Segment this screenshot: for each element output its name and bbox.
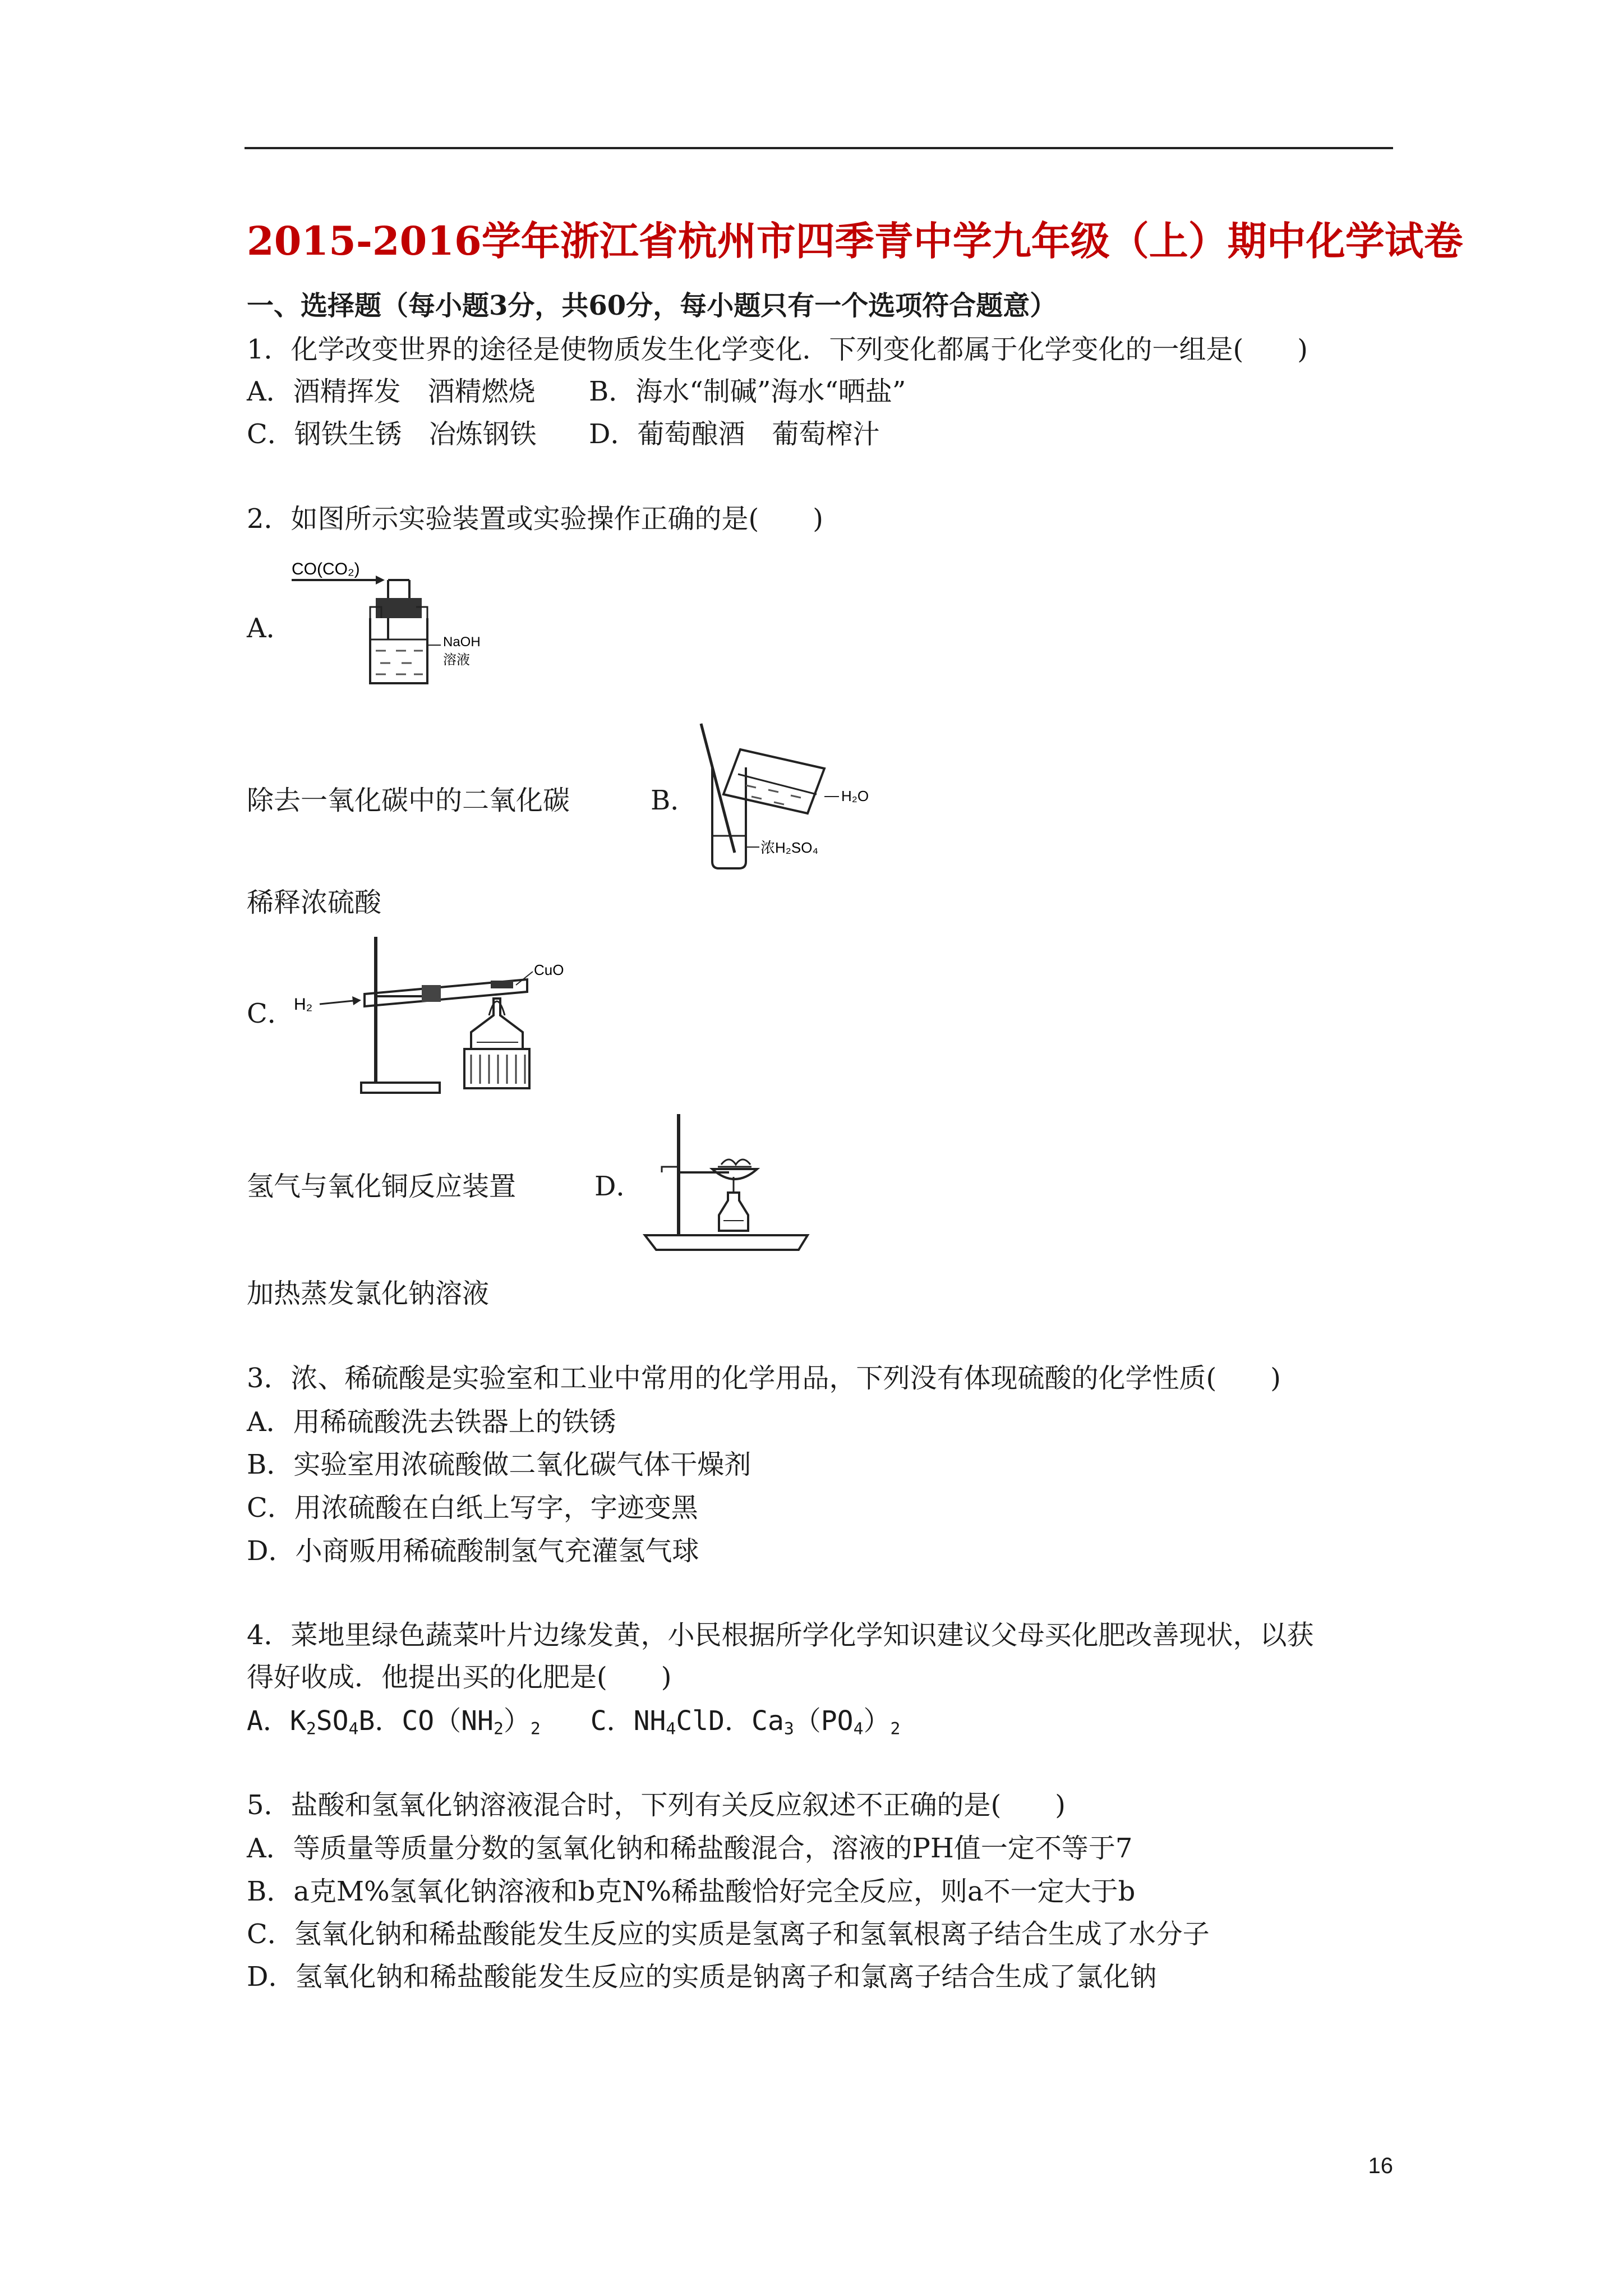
q4-stem-line-2: 得好收成．他提出买的化肥是( ) — [247, 1662, 672, 1693]
q2-caption-b: 稀释浓硫酸 — [247, 887, 382, 918]
section-heading: 一、选择题（每小题3分，共60分，每小题只有一个选项符合题意） — [247, 290, 1057, 321]
q2-caption-d: 加热蒸发氯化钠溶液 — [247, 1278, 490, 1309]
q1-option-b: B．海水“制碱”海水“晒盐” — [589, 376, 906, 407]
q1-option-d: D．葡萄酿酒 葡萄榨汁 — [589, 418, 880, 450]
q3-option-a: A．用稀硫酸洗去铁器上的铁锈 — [247, 1406, 616, 1438]
q3-stem: 3．浓、稀硫酸是实验室和工业中常用的化学用品，下列没有体现硫酸的化学性质( ) — [247, 1363, 1281, 1394]
q4-option-a: A．$K_2SO_4$ — [247, 1705, 359, 1739]
fig-b-acid-label: 浓H₂SO₄ — [760, 839, 819, 856]
q2-caption-a: 除去一氧化碳中的二氧化碳 — [247, 785, 570, 816]
q5-option-c: C．氢氧化钠和稀盐酸能发生反应的实质是氢离子和氢氧根离子结合生成了水分子 — [247, 1918, 1210, 1950]
fig-c-solid-label: CuO — [534, 961, 564, 978]
q2-caption-c: 氢气与氧化铜反应装置 — [247, 1171, 517, 1202]
fig-a-reagent-2: 溶液 — [443, 652, 470, 668]
q4-stem-line-1: 4．菜地里绿色蔬菜叶片边缘发黄，小民根据所学化学知识建议父母买化肥改善现状，以获 — [247, 1619, 1314, 1651]
fig-a-reagent-1: NaOH — [443, 634, 481, 650]
q2-stem: 2．如图所示实验装置或实验操作正确的是( ) — [247, 503, 823, 535]
q2-label-c: C． — [247, 998, 294, 1029]
page-number: 16 — [1368, 2154, 1393, 2178]
q4-options — [247, 1704, 900, 1746]
q1-option-c: C．钢铁生锈 冶炼钢铁 — [247, 418, 537, 450]
q5-option-d: D．氢氧化钠和稀盐酸能发生反应的实质是钠离子和氯离子结合生成了氯化钠 — [247, 1961, 1157, 1993]
q5-option-a: A．等质量等质量分数的氢氧化钠和稀盐酸混合，溶液的PH值一定不等于7 — [247, 1833, 1133, 1864]
dilute-acid-figure — [690, 718, 892, 875]
q3-option-d: D．小商贩用稀硫酸制氢气充灌氢气球 — [247, 1535, 699, 1567]
fig-c-gas-label: H₂ — [294, 995, 313, 1014]
q2-label-b: B． — [651, 785, 698, 816]
header-rule — [245, 147, 1393, 149]
q5-option-b: B．a克M%氢氧化钠溶液和b克N%稀盐酸恰好完全反应，则a不一定大于b — [247, 1876, 1136, 1907]
q1-option-a: A．酒精挥发 酒精燃烧 — [247, 376, 536, 407]
q4-option-c: C．$NH_4Cl$ — [590, 1705, 709, 1739]
q5-stem: 5．盐酸和氢氧化钠溶液混合时，下列有关反应叙述不正确的是( ) — [247, 1789, 1066, 1821]
evaporation-figure — [639, 1111, 841, 1257]
q3-option-b: B．实验室用浓硫酸做二氧化碳气体干燥剂 — [247, 1449, 751, 1480]
q4-option-b: B．$CO(NH_2)_2$ — [358, 1705, 541, 1739]
gas-washing-bottle-figure — [292, 555, 527, 696]
hydrogen-reduction-figure — [292, 931, 583, 1099]
fig-a-gas-label: CO(CO₂) — [292, 560, 360, 578]
fig-b-water-label: H₂O — [841, 788, 869, 804]
q1-stem: 1．化学改变世界的途径是使物质发生化学变化．下列变化都属于化学变化的一组是( ) — [247, 334, 1308, 365]
q3-option-c: C．用浓硫酸在白纸上写字，字迹变黑 — [247, 1492, 698, 1524]
page-title: 2015-2016学年浙江省杭州市四季青中学九年级（上）期中化学试卷 — [247, 218, 1463, 264]
q4-option-d: D．$Ca_3(PO_4)_2$ — [708, 1705, 901, 1739]
q2-label-d: D． — [594, 1171, 643, 1202]
q2-label-a: A． — [247, 613, 293, 644]
